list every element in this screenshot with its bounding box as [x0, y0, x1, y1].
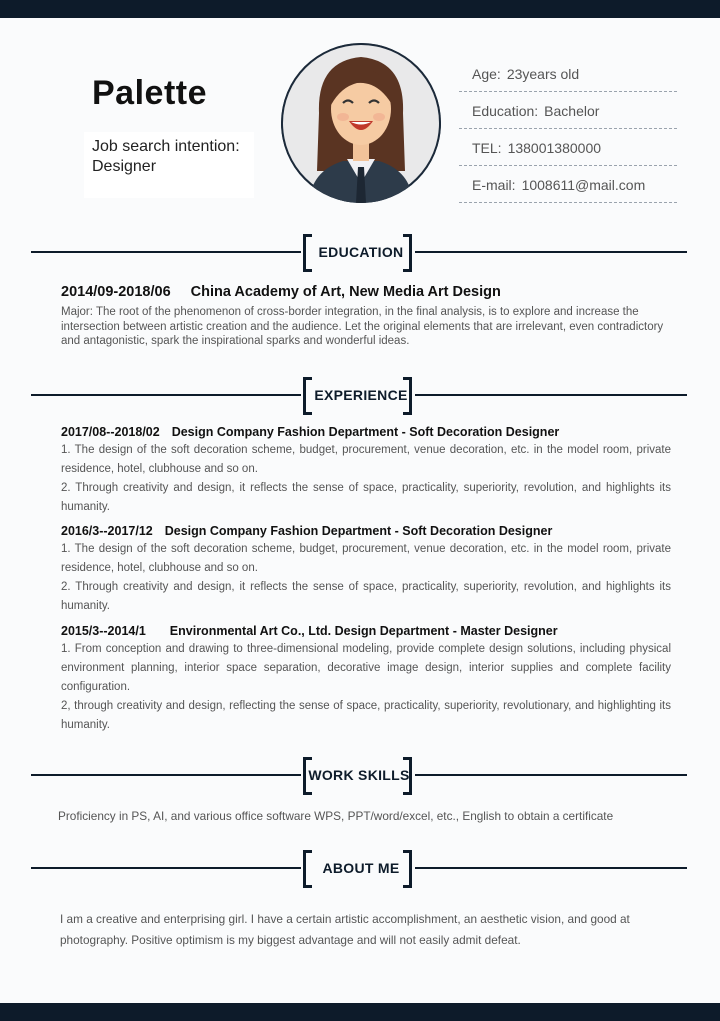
experience-title: EXPERIENCE	[314, 387, 408, 403]
info-email	[459, 166, 677, 203]
experience-point: 2. Through creativity and design, it reflects the sense of space, practicality, superiority, revolution, and highlights its humanity.	[61, 482, 671, 513]
top-bar	[0, 0, 720, 18]
info-age-value: 23years old	[506, 66, 580, 82]
candidate-name: Palette	[92, 74, 207, 112]
job-intention: Job search intention: Designer	[84, 132, 254, 198]
info-age-label: Age:	[472, 66, 501, 82]
experience-date: 2015/3--2014/1	[61, 624, 146, 638]
education-header	[31, 234, 687, 270]
skills-title: WORK SKILLS	[308, 767, 410, 783]
experience-item-header	[61, 522, 671, 540]
experience-title: Design Company Fashion Department - Soft Decoration Designer	[164, 524, 553, 538]
experience-point: 2, through creativity and design, reflecting the sense of space, practicality, superiority, revolutionary, and highlighting its humanity.	[61, 700, 671, 731]
info-tel-value: 138001380000	[507, 140, 602, 156]
experience-point: 2. Through creativity and design, it reflects the sense of space, practicality, superiority, revolution, and highlights its humanity.	[61, 581, 671, 612]
education-entry-header	[61, 284, 501, 300]
experience-point: 1. From conception and drawing to three-dimensional modeling, provide complete design solutions, including physical environment planning, interior space separation, decorative image design, interior supplies and complete facility configuration.	[61, 643, 671, 693]
info-tel	[459, 129, 677, 166]
info-age	[459, 55, 677, 92]
info-education-value: Bachelor	[544, 103, 600, 119]
about-header	[31, 850, 687, 886]
about-text: I am a creative and enterprising girl. I have a certain artistic accomplishment, an aesthetic vision, and good at photography. Positive optimism is my biggest advantage and will not easily admit defeat.	[60, 912, 630, 947]
experience-item	[61, 622, 671, 735]
info-email-value: 1008611@mail.com	[521, 177, 646, 193]
experience-title: Environmental Art Co., Ltd. Design Department - Master Designer	[169, 624, 558, 638]
education-title: EDUCATION	[318, 244, 404, 260]
experience-date: 2016/3--2017/12	[61, 524, 153, 538]
experience-point: 1. The design of the soft decoration scheme, budget, procurement, venue decoration, etc. in the model room, private residence, hotel, clubhouse and so on.	[61, 444, 671, 475]
experience-header	[31, 377, 687, 413]
bottom-bar	[0, 1003, 720, 1021]
education-school: China Academy of Art, New Media Art Design	[190, 284, 501, 300]
avatar	[281, 43, 441, 203]
experience-item-header	[61, 622, 671, 640]
education-description: Major: The root of the phenomenon of cross-border integration, in the final analysis, is to explore and increase the intersection between artistic creation and the audience. Let the original elements that are irrelevant, even contradictory and antagonistic, spark the inspirational sparks and wonderful ideas.	[61, 306, 664, 347]
experience-title: Design Company Fashion Department - Soft Decoration Designer	[171, 425, 560, 439]
experience-item	[61, 522, 671, 616]
experience-item-header	[61, 423, 671, 441]
experience-item	[61, 423, 671, 517]
experience-date: 2017/08--2018/02	[61, 425, 160, 439]
education-date: 2014/09-2018/06	[61, 284, 171, 300]
info-education-label: Education:	[472, 103, 539, 119]
skills-header	[31, 757, 687, 793]
experience-point: 1. The design of the soft decoration scheme, budget, procurement, venue decoration, etc. in the model room, private residence, hotel, clubhouse and so on.	[61, 543, 671, 574]
about-title: ABOUT ME	[322, 860, 400, 876]
info-tel-label: TEL:	[472, 140, 502, 156]
info-education	[459, 92, 677, 129]
info-email-label: E-mail:	[472, 177, 516, 193]
skills-text: Proficiency in PS, AI, and various office software WPS, PPT/word/excel, etc., English to obtain a certificate	[58, 809, 614, 823]
